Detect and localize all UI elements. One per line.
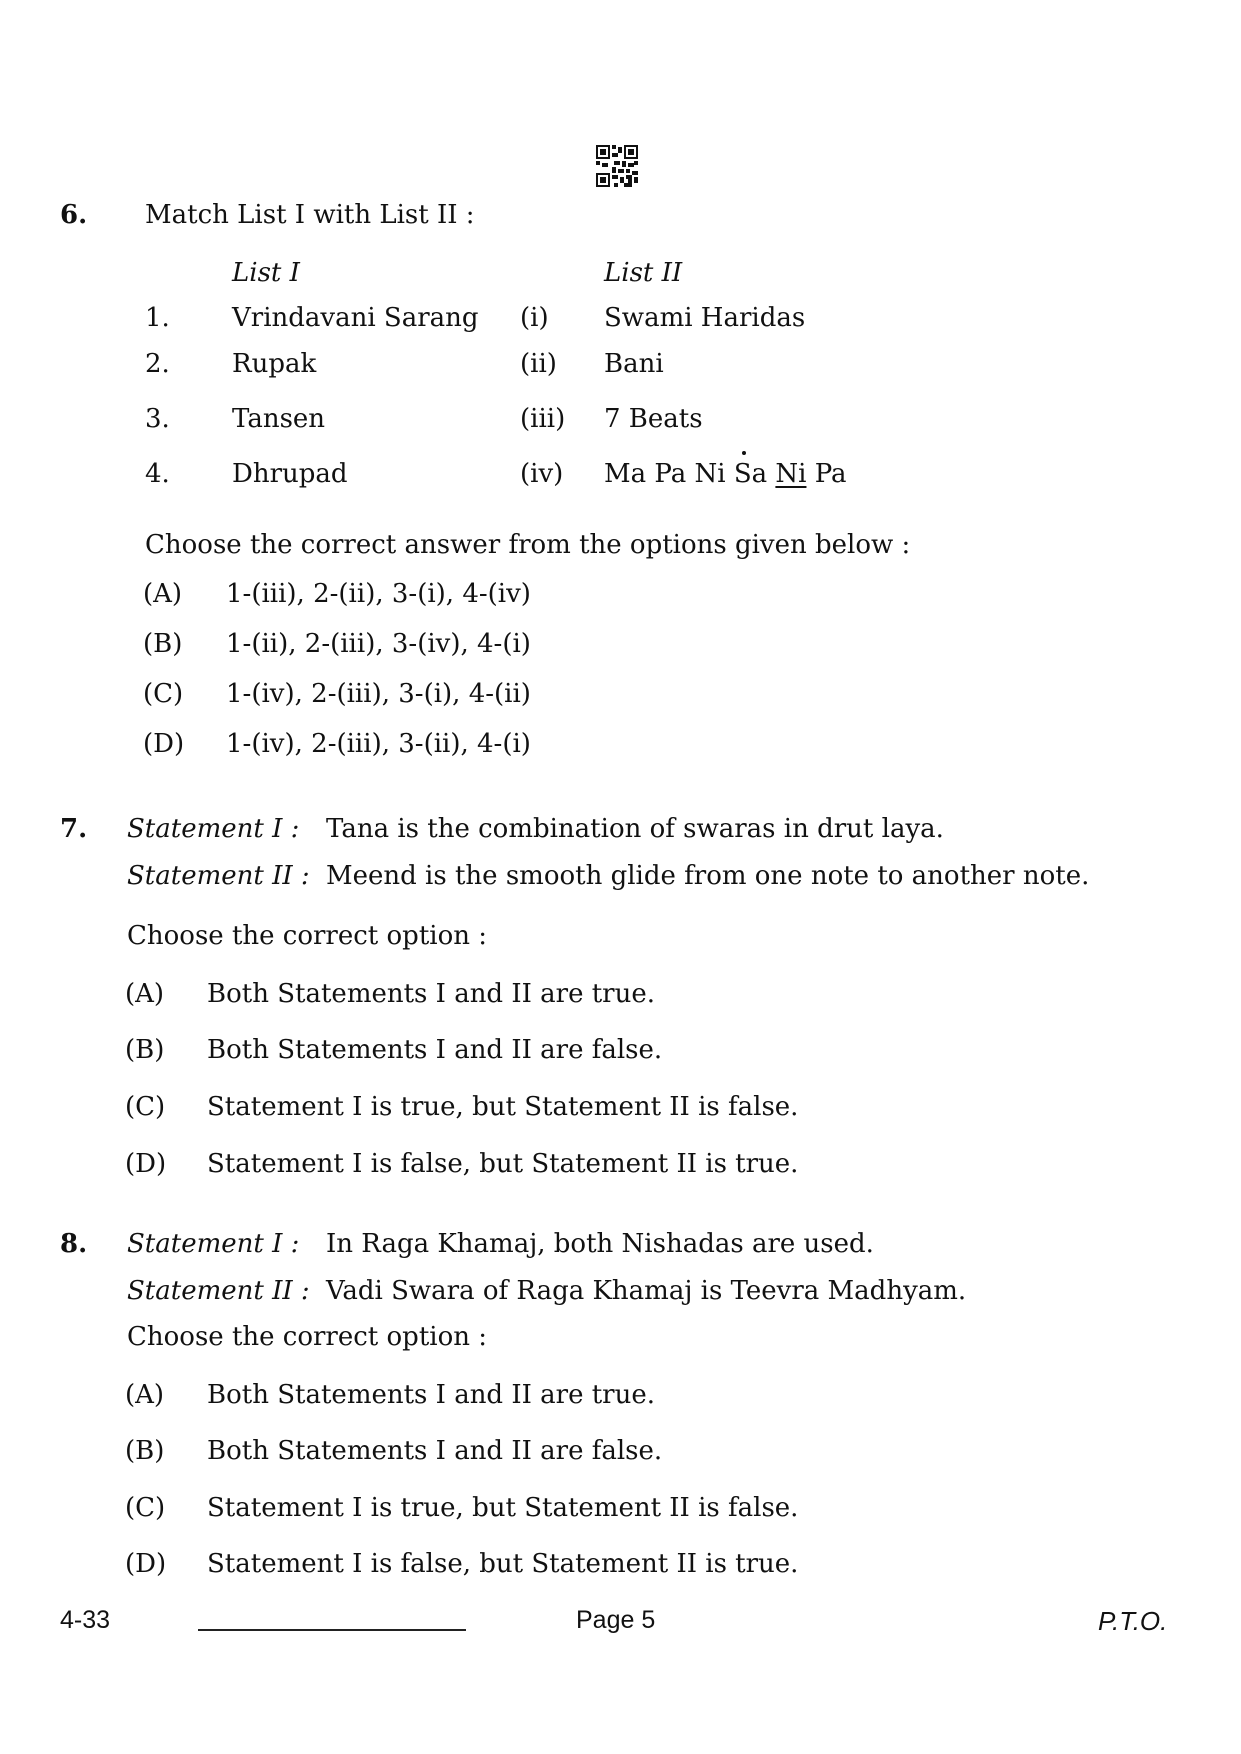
list-row-number: 3. <box>145 404 170 434</box>
list-1-item: Tansen <box>232 404 326 434</box>
option-text: 1-(iii), 2-(ii), 3-(i), 4-(iv) <box>226 579 531 609</box>
taar-saptak-swara: S <box>733 459 752 489</box>
swara-text: Pa <box>806 459 847 489</box>
option-label: (D) <box>125 1549 167 1579</box>
question-number: 8. <box>60 1229 88 1259</box>
option-label: (A) <box>125 1380 165 1410</box>
option-text: Both Statements I and II are false. <box>207 1035 663 1065</box>
option-text: Statement I is true, but Statement II is false. <box>207 1493 799 1523</box>
option-text: Statement I is true, but Statement II is false. <box>207 1092 799 1122</box>
option-label: (B) <box>125 1035 165 1065</box>
question-instruction: Choose the correct option : <box>127 1322 488 1352</box>
option-text: Statement I is false, but Statement II is true. <box>207 1549 799 1579</box>
pto-label: P.T.O. <box>1098 1606 1168 1636</box>
option-label: (C) <box>143 679 184 709</box>
question-prompt: Match List I with List II : <box>145 200 475 230</box>
statement-2-text: Vadi Swara of Raga Khamaj is Teevra Madhyam. <box>326 1276 967 1306</box>
option-text: 1-(iv), 2-(iii), 3-(ii), 4-(i) <box>226 729 531 759</box>
statement-1-label: Statement I : <box>127 814 300 844</box>
option-text: Both Statements I and II are true. <box>207 1380 656 1410</box>
list-2-roman: (i) <box>520 303 549 333</box>
list-row-number: 1. <box>145 303 170 333</box>
question-instruction: Choose the correct answer from the options given below : <box>145 530 911 560</box>
list-row-number: 4. <box>145 459 170 489</box>
question-number: 6. <box>60 200 88 230</box>
option-text: Statement I is false, but Statement II is true. <box>207 1149 799 1179</box>
footer-divider <box>198 1629 466 1631</box>
paper-code: 4-33 <box>60 1606 111 1634</box>
option-text: 1-(iv), 2-(iii), 3-(i), 4-(ii) <box>226 679 531 709</box>
option-label: (C) <box>125 1092 166 1122</box>
list-2-item: Swami Haridas <box>604 303 806 333</box>
option-text: 1-(ii), 2-(iii), 3-(iv), 4-(i) <box>226 629 531 659</box>
statement-1-text: In Raga Khamaj, both Nishadas are used. <box>326 1229 874 1259</box>
list-row-number: 2. <box>145 349 170 379</box>
list-2-roman: (iii) <box>520 404 566 434</box>
question-instruction: Choose the correct option : <box>127 921 488 951</box>
statement-1-label: Statement I : <box>127 1229 300 1259</box>
option-label: (A) <box>143 579 183 609</box>
list-2-roman: (ii) <box>520 349 557 379</box>
option-label: (B) <box>125 1436 165 1466</box>
page-number: Page 5 <box>576 1606 656 1634</box>
qr-code-icon <box>596 145 638 187</box>
statement-2-text: Meend is the smooth glide from one note to another note. <box>326 861 1090 891</box>
list-1-header: List I <box>232 258 300 288</box>
statement-1-text: Tana is the combination of swaras in drut laya. <box>326 814 944 844</box>
option-text: Both Statements I and II are true. <box>207 979 656 1009</box>
list-2-roman: (iv) <box>520 459 564 489</box>
option-label: (B) <box>143 629 183 659</box>
question-number: 7. <box>60 814 88 844</box>
list-2-item: Bani <box>604 349 664 379</box>
option-label: (D) <box>125 1149 167 1179</box>
option-label: (A) <box>125 979 165 1009</box>
list-1-item: Dhrupad <box>232 459 348 489</box>
swara-text: Ma Pa Ni <box>604 459 734 489</box>
list-1-item: Rupak <box>232 349 317 379</box>
swara-notation <box>604 459 847 489</box>
option-label: (D) <box>143 729 185 759</box>
list-2-header: List II <box>604 258 683 288</box>
statement-2-label: Statement II : <box>127 1276 310 1306</box>
statement-2-label: Statement II : <box>127 861 310 891</box>
option-label: (C) <box>125 1493 166 1523</box>
komal-swara: Ni <box>775 459 807 489</box>
list-2-item: 7 Beats <box>604 404 703 434</box>
swara-text: a <box>751 459 776 489</box>
list-1-item: Vrindavani Sarang <box>232 303 479 333</box>
option-text: Both Statements I and II are false. <box>207 1436 663 1466</box>
